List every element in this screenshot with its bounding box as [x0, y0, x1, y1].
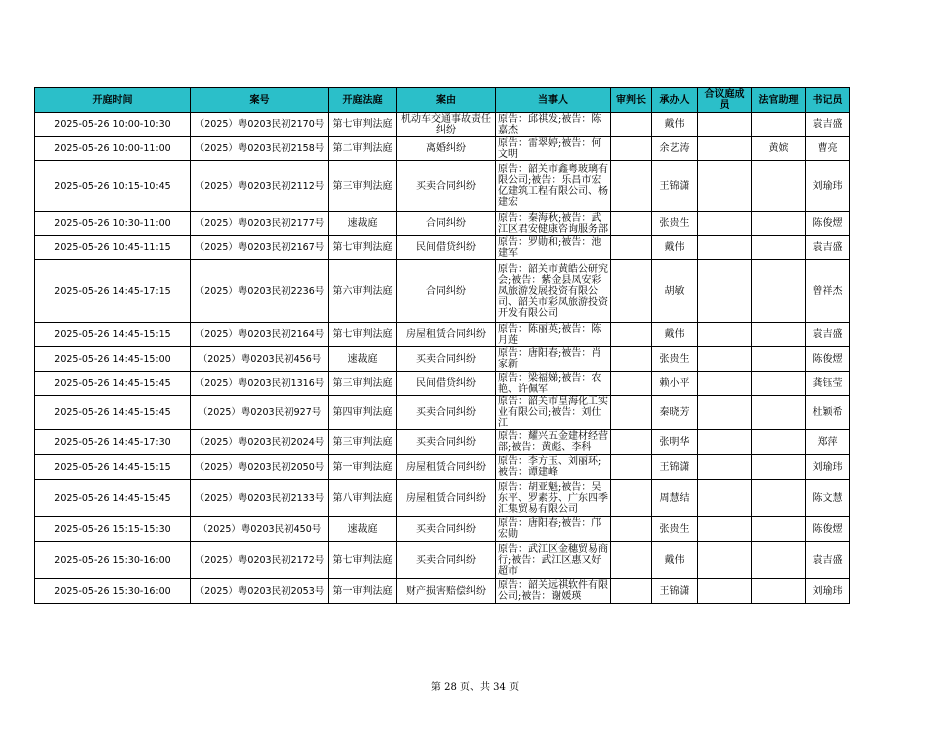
table-row	[35, 396, 850, 430]
cell-handler: 戴伟	[652, 323, 698, 347]
cell-handler: 赖小平	[652, 372, 698, 396]
cell-case-no: （2025）粤0203民初1316号	[191, 372, 329, 396]
cell-clerk: 郑萍	[806, 430, 850, 455]
cell-judge	[611, 137, 652, 161]
table-row	[35, 260, 850, 323]
cell-clerk: 龚钰莹	[806, 372, 850, 396]
cell-panel	[698, 137, 752, 161]
cell-judge	[611, 212, 652, 236]
header-parties: 当事人	[496, 88, 611, 113]
cell-case-no: （2025）粤0203民初927号	[191, 396, 329, 430]
table-row	[35, 372, 850, 396]
header-panel: 合议庭成员	[698, 88, 752, 113]
cell-cause: 民间借贷纠纷	[397, 236, 496, 260]
cell-cause: 合同纠纷	[397, 260, 496, 323]
cell-panel	[698, 455, 752, 480]
cell-clerk: 曾祥杰	[806, 260, 850, 323]
cell-cause: 合同纠纷	[397, 212, 496, 236]
cell-assistant	[752, 372, 806, 396]
cell-cause: 买卖合同纠纷	[397, 430, 496, 455]
cell-judge	[611, 260, 652, 323]
table-row	[35, 161, 850, 212]
cell-panel	[698, 113, 752, 137]
cell-court: 第三审判法庭	[329, 372, 397, 396]
cell-clerk: 刘瑜玮	[806, 579, 850, 604]
cell-case-no: （2025）粤0203民初2050号	[191, 455, 329, 480]
cell-court: 第八审判法庭	[329, 480, 397, 517]
cell-cause: 买卖合同纠纷	[397, 542, 496, 579]
cell-panel	[698, 212, 752, 236]
cell-parties: 原告：秦海秋;被告：武江区君安健康咨询服务部	[496, 212, 611, 236]
page-footer: 第 28 页、共 34 页	[430, 682, 520, 693]
cell-handler: 胡敏	[652, 260, 698, 323]
cell-clerk: 陈俊熤	[806, 517, 850, 542]
cell-parties: 原告：梁福娣;被告：农艳、许佩军	[496, 372, 611, 396]
cell-panel	[698, 347, 752, 372]
cell-handler: 戴伟	[652, 542, 698, 579]
cell-case-no: （2025）粤0203民初2133号	[191, 480, 329, 517]
table-row	[35, 236, 850, 260]
cell-parties: 原告：邱祺发;被告：陈嘉杰	[496, 113, 611, 137]
cell-time: 2025-05-26 14:45-15:45	[35, 396, 191, 430]
cell-court: 速裁庭	[329, 212, 397, 236]
cell-handler: 王锦潇	[652, 455, 698, 480]
cell-judge	[611, 542, 652, 579]
cell-parties: 原告：耀兴五金建材经营部;被告：黄彪、李科	[496, 430, 611, 455]
header-assistant: 法官助理	[752, 88, 806, 113]
cell-parties: 原告：唐阳春;被告：邝宏勋	[496, 517, 611, 542]
cell-assistant	[752, 161, 806, 212]
cell-parties: 原告：武江区金穗贸易商行;被告：武江区惠又好超市	[496, 542, 611, 579]
cell-judge	[611, 396, 652, 430]
cell-parties: 原告：陈丽英;被告：陈月莲	[496, 323, 611, 347]
cell-clerk: 陈文慧	[806, 480, 850, 517]
cell-time: 2025-05-26 14:45-15:45	[35, 372, 191, 396]
cell-court: 第七审判法庭	[329, 542, 397, 579]
cell-cause: 买卖合同纠纷	[397, 347, 496, 372]
cell-judge	[611, 113, 652, 137]
cell-cause: 房屋租赁合同纠纷	[397, 480, 496, 517]
cell-case-no: （2025）粤0203民初2170号	[191, 113, 329, 137]
cell-time: 2025-05-26 14:45-15:00	[35, 347, 191, 372]
table-row	[35, 480, 850, 517]
cell-cause: 财产损害赔偿纠纷	[397, 579, 496, 604]
cell-cause: 买卖合同纠纷	[397, 517, 496, 542]
cell-assistant: 黄嫔	[752, 137, 806, 161]
cell-time: 2025-05-26 14:45-17:30	[35, 430, 191, 455]
cell-judge	[611, 161, 652, 212]
cell-panel	[698, 579, 752, 604]
cell-panel	[698, 430, 752, 455]
cell-clerk: 曹亮	[806, 137, 850, 161]
header-court: 开庭法庭	[329, 88, 397, 113]
header-handler: 承办人	[652, 88, 698, 113]
table-row	[35, 542, 850, 579]
cell-court: 速裁庭	[329, 517, 397, 542]
cell-parties: 原告：雷翠婷;被告：何文明	[496, 137, 611, 161]
cell-case-no: （2025）粤0203民初2053号	[191, 579, 329, 604]
cell-handler: 张贵生	[652, 347, 698, 372]
cell-panel	[698, 480, 752, 517]
cell-panel	[698, 260, 752, 323]
cell-time: 2025-05-26 10:30-11:00	[35, 212, 191, 236]
cell-cause: 买卖合同纠纷	[397, 161, 496, 212]
cell-clerk: 陈俊熤	[806, 212, 850, 236]
cell-court: 第七审判法庭	[329, 323, 397, 347]
cell-handler: 秦晓芳	[652, 396, 698, 430]
cell-panel	[698, 396, 752, 430]
cell-assistant	[752, 212, 806, 236]
cell-cause: 机动车交通事故责任纠纷	[397, 113, 496, 137]
table-row	[35, 347, 850, 372]
cell-judge	[611, 517, 652, 542]
cell-case-no: （2025）粤0203民初2177号	[191, 212, 329, 236]
cell-judge	[611, 430, 652, 455]
cell-case-no: （2025）粤0203民初2158号	[191, 137, 329, 161]
cell-handler: 王锦潇	[652, 161, 698, 212]
cell-judge	[611, 455, 652, 480]
cell-court: 第三审判法庭	[329, 430, 397, 455]
cell-assistant	[752, 430, 806, 455]
table-row	[35, 430, 850, 455]
cell-parties: 原告：唐阳春;被告：肖家新	[496, 347, 611, 372]
cell-judge	[611, 372, 652, 396]
table-header-row	[35, 88, 850, 113]
cell-assistant	[752, 236, 806, 260]
cell-assistant	[752, 260, 806, 323]
cell-assistant	[752, 113, 806, 137]
table-row	[35, 517, 850, 542]
cell-time: 2025-05-26 10:00-11:00	[35, 137, 191, 161]
cell-court: 第一审判法庭	[329, 579, 397, 604]
header-case-no: 案号	[191, 88, 329, 113]
cell-panel	[698, 323, 752, 347]
header-judge: 审判长	[611, 88, 652, 113]
cell-judge	[611, 236, 652, 260]
cell-assistant	[752, 323, 806, 347]
cell-court: 第一审判法庭	[329, 455, 397, 480]
hearing-schedule-table	[34, 87, 850, 604]
cell-case-no: （2025）粤0203民初2167号	[191, 236, 329, 260]
cell-judge	[611, 347, 652, 372]
cell-time: 2025-05-26 14:45-17:15	[35, 260, 191, 323]
cell-cause: 离婚纠纷	[397, 137, 496, 161]
cell-clerk: 袁吉盛	[806, 236, 850, 260]
header-cause: 案由	[397, 88, 496, 113]
cell-parties: 原告：韶关市皇海化工实业有限公司;被告：刘仕江	[496, 396, 611, 430]
cell-case-no: （2025）粤0203民初2024号	[191, 430, 329, 455]
cell-panel	[698, 372, 752, 396]
cell-assistant	[752, 347, 806, 372]
cell-handler: 戴伟	[652, 236, 698, 260]
cell-clerk: 袁吉盛	[806, 113, 850, 137]
cell-court: 速裁庭	[329, 347, 397, 372]
cell-cause: 买卖合同纠纷	[397, 396, 496, 430]
table-row	[35, 323, 850, 347]
cell-case-no: （2025）粤0203民初450号	[191, 517, 329, 542]
cell-time: 2025-05-26 10:15-10:45	[35, 161, 191, 212]
cell-time: 2025-05-26 10:00-10:30	[35, 113, 191, 137]
table-row	[35, 455, 850, 480]
cell-time: 2025-05-26 15:30-16:00	[35, 542, 191, 579]
cell-court: 第七审判法庭	[329, 113, 397, 137]
cell-court: 第二审判法庭	[329, 137, 397, 161]
table-row	[35, 113, 850, 137]
cell-handler: 王锦潇	[652, 579, 698, 604]
cell-time: 2025-05-26 10:45-11:15	[35, 236, 191, 260]
cell-assistant	[752, 455, 806, 480]
cell-time: 2025-05-26 14:45-15:45	[35, 480, 191, 517]
cell-parties: 原告：韶关远祺软件有限公司;被告：谢媛瑛	[496, 579, 611, 604]
cell-case-no: （2025）粤0203民初456号	[191, 347, 329, 372]
cell-time: 2025-05-26 14:45-15:15	[35, 455, 191, 480]
cell-assistant	[752, 517, 806, 542]
cell-cause: 房屋租赁合同纠纷	[397, 323, 496, 347]
cell-clerk: 袁吉盛	[806, 323, 850, 347]
cell-clerk: 陈俊熤	[806, 347, 850, 372]
cell-assistant	[752, 396, 806, 430]
cell-parties: 原告：李方玉、刘丽环;被告：谭建峰	[496, 455, 611, 480]
cell-panel	[698, 161, 752, 212]
cell-parties: 原告：韶关市黄皓公研究会;被告：紫金县凤安彩凤旅游发展投资有限公司、韶关市彩凤旅游投资开发有限公司	[496, 260, 611, 323]
cell-handler: 周慧结	[652, 480, 698, 517]
cell-handler: 张贵生	[652, 517, 698, 542]
cell-clerk: 袁吉盛	[806, 542, 850, 579]
cell-handler: 张贵生	[652, 212, 698, 236]
cell-time: 2025-05-26 15:15-15:30	[35, 517, 191, 542]
cell-judge	[611, 323, 652, 347]
cell-case-no: （2025）粤0203民初2112号	[191, 161, 329, 212]
cell-case-no: （2025）粤0203民初2172号	[191, 542, 329, 579]
cell-panel	[698, 517, 752, 542]
cell-judge	[611, 579, 652, 604]
cell-time: 2025-05-26 15:30-16:00	[35, 579, 191, 604]
cell-court: 第七审判法庭	[329, 236, 397, 260]
cell-time: 2025-05-26 14:45-15:15	[35, 323, 191, 347]
cell-case-no: （2025）粤0203民初2236号	[191, 260, 329, 323]
cell-court: 第四审判法庭	[329, 396, 397, 430]
table-row	[35, 212, 850, 236]
table-body	[35, 113, 850, 604]
cell-court: 第三审判法庭	[329, 161, 397, 212]
cell-assistant	[752, 579, 806, 604]
table-row	[35, 137, 850, 161]
cell-clerk: 刘瑜玮	[806, 161, 850, 212]
cell-handler: 戴伟	[652, 113, 698, 137]
cell-clerk: 杜颖希	[806, 396, 850, 430]
cell-assistant	[752, 542, 806, 579]
cell-panel	[698, 542, 752, 579]
header-time: 开庭时间	[35, 88, 191, 113]
cell-parties: 原告：罗勋和;被告：池建军	[496, 236, 611, 260]
cell-clerk: 刘瑜玮	[806, 455, 850, 480]
cell-parties: 原告：韶关市鑫粤玻璃有限公司;被告：乐昌市宏亿建筑工程有限公司、杨建宏	[496, 161, 611, 212]
cell-assistant	[752, 480, 806, 517]
cell-cause: 民间借贷纠纷	[397, 372, 496, 396]
cell-cause: 房屋租赁合同纠纷	[397, 455, 496, 480]
cell-case-no: （2025）粤0203民初2164号	[191, 323, 329, 347]
cell-parties: 原告：胡亚魁;被告：吴东平、罗素芬、广东四季汇集贸易有限公司	[496, 480, 611, 517]
cell-panel	[698, 236, 752, 260]
table-row	[35, 579, 850, 604]
cell-handler: 余艺涛	[652, 137, 698, 161]
cell-handler: 张明华	[652, 430, 698, 455]
cell-judge	[611, 480, 652, 517]
cell-court: 第六审判法庭	[329, 260, 397, 323]
header-clerk: 书记员	[806, 88, 850, 113]
